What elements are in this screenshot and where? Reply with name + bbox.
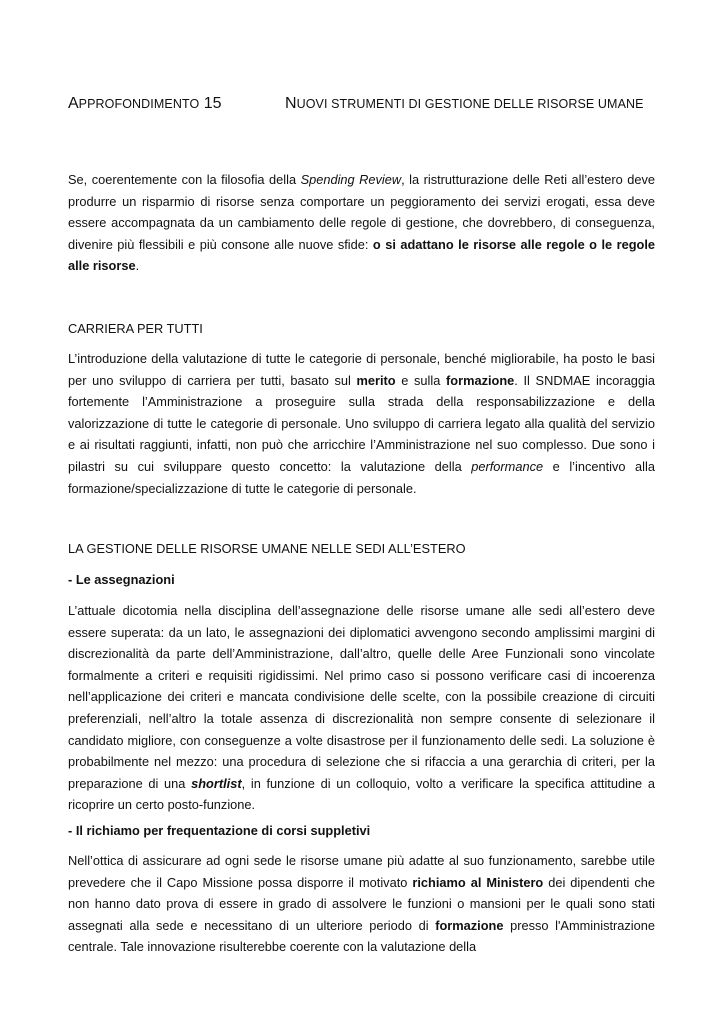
header-title-right: NUOVI STRUMENTI DI GESTIONE DELLE RISORSE UMANE: [285, 95, 644, 112]
heading-gestione: LA GESTIONE DELLE RISORSE UMANE NELLE SEDI ALL’ESTERO: [68, 541, 466, 556]
carriera-paragraph: L’introduzione della valutazione di tutte le categorie di personale, benché migliorabile, ha posto le basi per uno sviluppo di carriera per tutti, basato sul merito e sulla formazione. Il SNDMAE incoraggia fortemente l’Amministrazione a proseguire sulla strada della responsabilizzazione e della valorizzazione di tutte le categorie di personale. Uno sviluppo di carriera legato alla qualità del servizio e ai risultati raggiunti, infatti, non può che arricchire l’Amministrazione nel suo complesso. Due sono i pilastri su cui sviluppare questo concetto: la valutazione della performance e l’incentivo alla formazione/specializzazione di tutte le categorie di personale.: [68, 351, 655, 496]
assegnazioni-paragraph: L’attuale dicotomia nella disciplina dell’assegnazione delle risorse umane alle sedi all’estero deve essere superata: da un lato, le assegnazioni dei diplomatici avvengono secondo amplissimi margini di discrezionalità da parte dell’Amministrazione, dall’altro, quelle delle Aree Funzionali sono vincolate formalmente a criteri e requisiti rigidissimi. Nel primo caso si possono verificare casi di incoerenza nell’applicazione dei criteri e mancata condivisione delle scelte, con la possibile creazione di circuiti preferenziali, nell’altro la totale assenza di discrezionalità non sempre consente di selezionare il candidato migliore, con conseguenze a volte disastrose per il funzionamento delle sedi. La soluzione è probabilmente nel mezzo: una procedura di selezione che si rifaccia a una gerarchia di criteri, per la preparazione di una shortlist, in funzione di un colloquio, volto a verificare la specifica attitudine a ricoprire un certo posto-funzione.: [68, 603, 655, 813]
subheading-richiamo: - Il richiamo per frequentazione di corsi suppletivi: [68, 823, 371, 838]
richiamo-paragraph: Nell’ottica di assicurare ad ogni sede le risorse umane più adatte al suo funzionamento, sarebbe utile prevedere che il Capo Missione possa disporre il motivato richiamo al Ministero dei dipendenti che non hanno dato prova di essere in grado di assolvere le funzioni o mansioni per le quali sono stati assegnati alla sede e necessitano di un ulteriore periodo di formazione presso l'Amministrazione centrale. Tale innovazione risulterebbe coerente con la valutazione della: [68, 853, 655, 955]
heading-carriera: CARRIERA PER TUTTI: [68, 321, 203, 336]
subheading-assegnazioni: - Le assegnazioni: [68, 572, 175, 587]
intro-paragraph: Se, coerentemente con la filosofia della Spending Review, la ristrutturazione delle Reti all’estero deve produrre un risparmio di risorse senza comportare un peggioramento dei servizi erogati, essa deve essere accompagnata da un cambiamento delle regole di gestione, che dovrebbero, di conseguenza, divenire più flessibili e più consone alle nuove sfide: o si adattano le risorse alle regole o le regole alle risorse.: [68, 172, 656, 274]
header-title-left: APPROFONDIMENTO 15: [68, 95, 222, 112]
